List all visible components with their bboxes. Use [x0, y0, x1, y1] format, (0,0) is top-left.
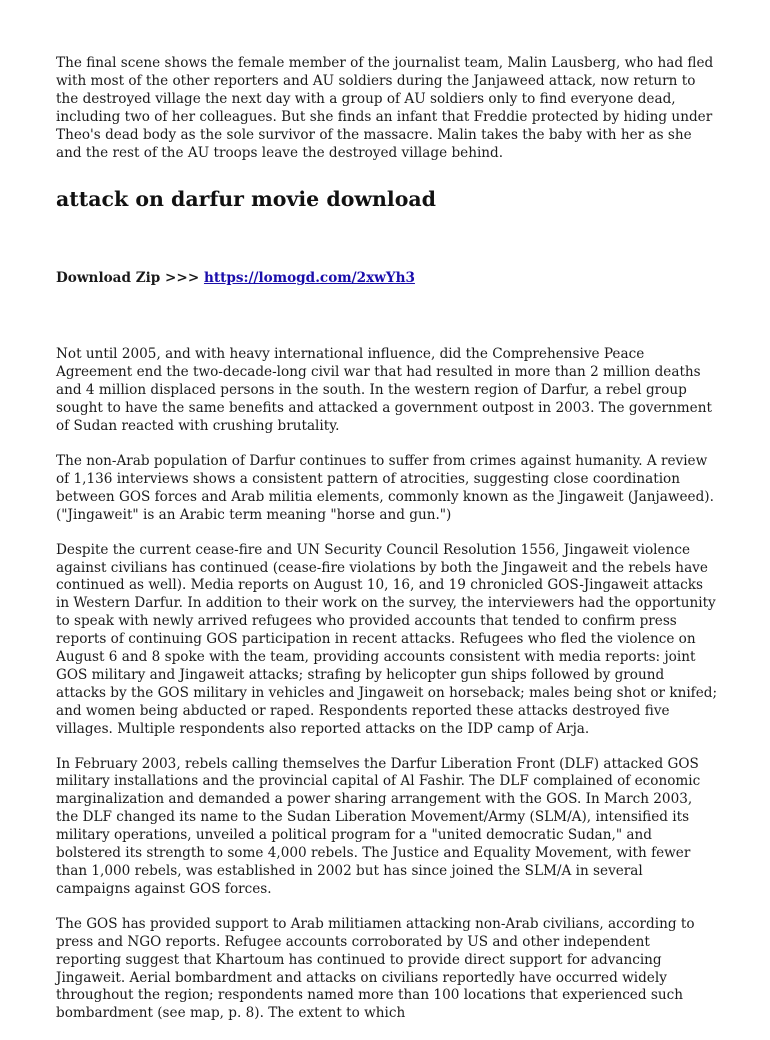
- body-paragraph: The non-Arab population of Darfur continues to suffer from crimes against humanity. A review of 1,136 interviews shows a consistent pattern of atrocities, suggesting close coordination between GOS forces and Arab militia elements, commonly known as the Jingaweit (Janjaweed). ("Jingaweit" is an Arabic term meaning "horse and gun."): [56, 452, 714, 523]
- page-heading: attack on darfur movie download: [56, 187, 437, 212]
- download-line: [56, 269, 718, 287]
- body-paragraph: In February 2003, rebels calling themselves the Darfur Liberation Front (DLF) attacked GOS military installations and the provincial capital of Al Fashir. The DLF complained of economic marginalization and demanded a power sharing arrangement with the GOS. In March 2003, the DLF changed its name to the Sudan Liberation Movement/Army (SLM/A), intensified its military operations, unveiled a political program for a "united democratic Sudan," and bolstered its strength to some 4,000 rebels. The Justice and Equality Movement, with fewer than 1,000 rebels, was established in 2002 but has since joined the SLM/A in several campaigns against GOS forces.: [56, 755, 701, 897]
- body-paragraph: The GOS has provided support to Arab militiamen attacking non-Arab civilians, according to press and NGO reports. Refugee accounts corroborated by US and other independent reporting suggest that Khartoum has continued to provide direct support for advancing Jingaweit. Aerial bombardment and attacks on civilians reportedly have occurred widely throughout the region; respondents named more than 100 locations that experienced such bombardment (see map, p. 8). The extent to which: [56, 915, 695, 1022]
- document-page: [56, 55, 718, 1040]
- download-link[interactable]: https://lomogd.com/2xwYh3: [203, 270, 415, 287]
- body-paragraph: Not until 2005, and with heavy international influence, did the Comprehensive Peace Agreement end the two-decade-long civil war that had resulted in more than 2 million deaths and 4 million displaced persons in the south. In the western region of Darfur, a rebel group sought to have the same benefits and attacked a government outpost in 2003. The government of Sudan reacted with crushing brutality.: [56, 346, 712, 435]
- intro-paragraph: The final scene shows the female member of the journalist team, Malin Lausberg, who had fled with most of the other reporters and AU soldiers during the Janjaweed attack, now return to the destroyed village the next day with a group of AU soldiers only to find everyone dead, including two of her colleagues. But she finds an infant that Freddie protected by hiding under Theo's dead body as the sole survivor of the massacre. Malin takes the baby with her as she and the rest of the AU troops leave the destroyed village behind.: [56, 55, 714, 161]
- download-label: Download Zip >>>: [56, 270, 204, 287]
- article-body: [56, 346, 718, 1023]
- body-paragraph: Despite the current cease-fire and UN Security Council Resolution 1556, Jingaweit violence against civilians has continued (cease-fire violations by both the Jingaweit and the rebels have continued as well). Media reports on August 10, 16, and 19 chronicled GOS-Jingaweit attacks in Western Darfur. In addition to their work on the survey, the interviewers had the opportunity to speak with newly arrived refugees who provided accounts that tended to confirm press reports of continuing GOS participation in recent attacks. Refugees who fled the violence on August 6 and 8 spoke with the team, providing accounts consistent with media reports: joint GOS military and Jingaweit attacks; strafing by helicopter gun ships followed by ground attacks by the GOS military in vehicles and Jingaweit on horseback; males being shot or knifed; and women being abducted or raped. Respondents reported these attacks destroyed five villages. Multiple respondents also reported attacks on the IDP camp of Arja.: [56, 541, 718, 737]
